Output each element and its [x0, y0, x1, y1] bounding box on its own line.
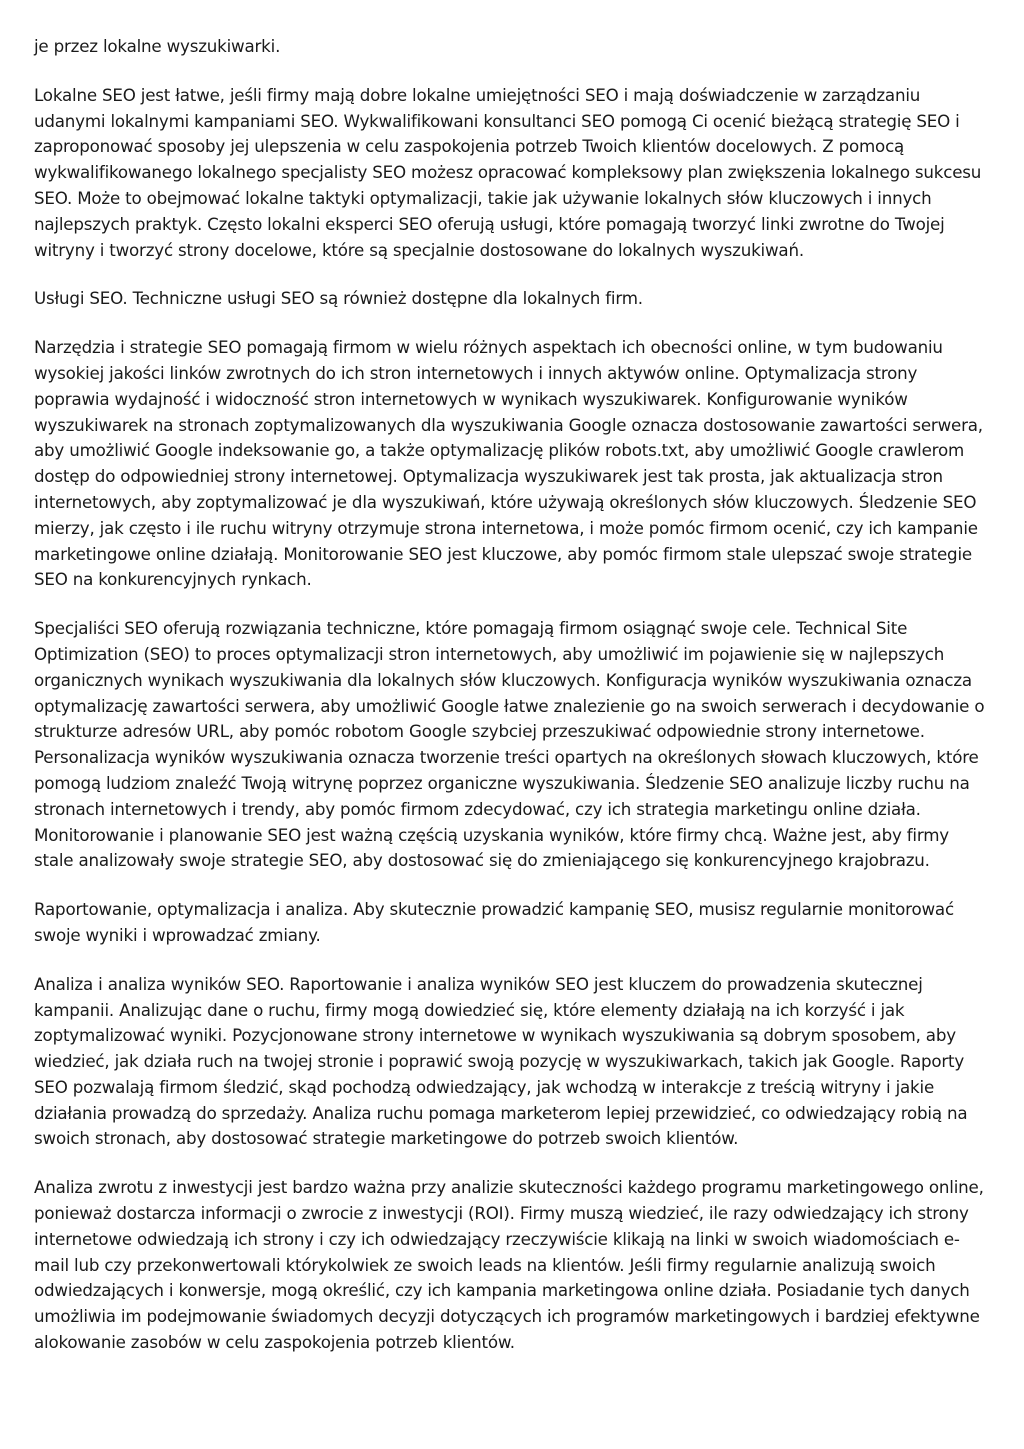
paragraph-intro-fragment: je przez lokalne wyszukiwarki.	[34, 36, 281, 56]
paragraph-roi: Analiza zwrotu z inwestycji jest bardzo ważna przy analizie skuteczności każdego programu marketingowego online, ponieważ dostarcza informacji o zwrocie z inwestycji (ROI). Firmy muszą wiedzieć, ile razy odwiedzający ich strony internetowe odwiedzają ich strony i czy ich odwiedzający rzeczywiście klikają na linki w swoich wiadomościach e-mail lub czy przekonwertowali którykolwiek ze swoich leads na klientów. Jeśli firmy regularnie analizują swoich odwiedzających i konwersje, mogą określić, czy ich kampania marketingowa online działa. Posiadanie tych danych umożliwia im podejmowanie świadomych decyzji dotyczących ich programów marketingowych i bardziej efektywne alokowanie zasobów w celu zaspokojenia potrzeb klientów.	[34, 1177, 984, 1353]
paragraph-seo-services: Usługi SEO. Techniczne usługi SEO są również dostępne dla lokalnych firm.	[34, 288, 643, 309]
paragraph-analysis: Analiza i analiza wyników SEO. Raportowanie i analiza wyników SEO jest kluczem do prowadzenia skutecznej kampanii. Analizując dane o ruchu, firmy mogą dowiedzieć się, które elementy działają na ich korzyść i jak zoptymalizować wyniki. Pozycjonowane strony internetowe w wynikach wyszukiwania są dobrym sposobem, aby wiedzieć, jak działa ruch na twojej stronie i poprawić swoją pozycję w wyszukiwarkach, takich jak Google. Raporty SEO pozwalają firmom śledzić, skąd pochodzą odwiedzający, jak wchodzą w interakcje z treścią witryny i jakie działania prowadzą do sprzedaży. Analiza ruchu pomaga marketerom lepiej przewidzieć, co odwiedzający robią na swoich stronach, aby dostosować strategie marketingowe do potrzeb swoich klientów.	[34, 973, 968, 1149]
paragraph-seo-tools: Narzędzia i strategie SEO pomagają firmom w wielu różnych aspektach ich obecności online, w tym budowaniu wysokiej jakości linków zwrotnych do ich stron internetowych i innych aktywów online. Optymalizacja strony poprawia wydajność i widoczność stron internetowych w wynikach wyszukiwarek. Konfigurowanie wyników wyszukiwarek na stronach zoptymalizowanych dla wyszukiwania Google oznacza dostosowanie zawartości serwera, aby umożliwić Google indeksowanie go, a także optymalizację plików robots.txt, aby umożliwić Google crawlerom dostęp do odpowiedniej strony internetowej. Optymalizacja wyszukiwarek jest tak prosta, jak aktualizacja stron internetowych, aby zoptymalizować je dla wyszukiwań, które używają określonych słów kluczowych. Śledzenie SEO mierzy, jak często i ile ruchu witryny otrzymuje strona internetowa, i może pomóc firmom ocenić, czy ich kampanie marketingowe online działają. Monitorowanie SEO jest kluczowe, aby pomóc firmom stale ulepszać swoje strategie SEO na konkurencyjnych rynkach.	[34, 337, 983, 590]
paragraph-seo-specialists: Specjaliści SEO oferują rozwiązania techniczne, które pomagają firmom osiągnąć swoje cele. Technical Site Optimization (SEO) to proces optymalizacji stron internetowych, aby umożliwić im pojawienie się w najlepszych organicznych wynikach wyszukiwania dla lokalnych słów kluczowych. Konfiguracja wyników wyszukiwania oznacza optymalizację zawartości serwera, aby umożliwić Google łatwe znalezienie go na swoich serwerach i decydowanie o strukturze adresów URL, aby pomóc robotom Google szybciej przeszukiwać odpowiednie strony internetowe. Personalizacja wyników wyszukiwania oznacza tworzenie treści opartych na określonych słowach kluczowych, które pomogą ludziom znaleźć Twoją witrynę poprzez organiczne wyszukiwania. Śledzenie SEO analizuje liczby ruchu na stronach internetowych i trendy, aby pomóc firmom zdecydować, czy ich strategia marketingu online działa. Monitorowanie i planowanie SEO jest ważną częścią uzyskania wyników, które firmy chcą. Ważne jest, aby firmy stale analizowały swoje strategie SEO, aby dostosować się do zmieniającego się konkurencyjnego krajobrazu.	[34, 618, 985, 871]
paragraph-reporting: Raportowanie, optymalizacja i analiza. Aby skutecznie prowadzić kampanię SEO, musisz regularnie monitorować swoje wyniki i wprowadzać zmiany.	[34, 899, 954, 945]
paragraph-local-seo: Lokalne SEO jest łatwe, jeśli firmy mają dobre lokalne umiejętności SEO i mają doświadczenie w zarządzaniu udanymi lokalnymi kampaniami SEO. Wykwalifikowani konsultanci SEO pomogą Ci ocenić bieżącą strategię SEO i zaproponować sposoby jej ulepszenia w celu zaspokojenia potrzeb Twoich klientów docelowych. Z pomocą wykwalifikowanego lokalnego specjalisty SEO możesz opracować kompleksowy plan zwiększenia lokalnego sukcesu SEO. Może to obejmować lokalne taktyki optymalizacji, takie jak używanie lokalnych słów kluczowych i innych najlepszych praktyk. Często lokalni eksperci SEO oferują usługi, które pomagają tworzyć linki zwrotne do Twojej witryny i tworzyć strony docelowe, które są specjalnie dostosowane do lokalnych wyszukiwań.	[34, 84, 982, 260]
